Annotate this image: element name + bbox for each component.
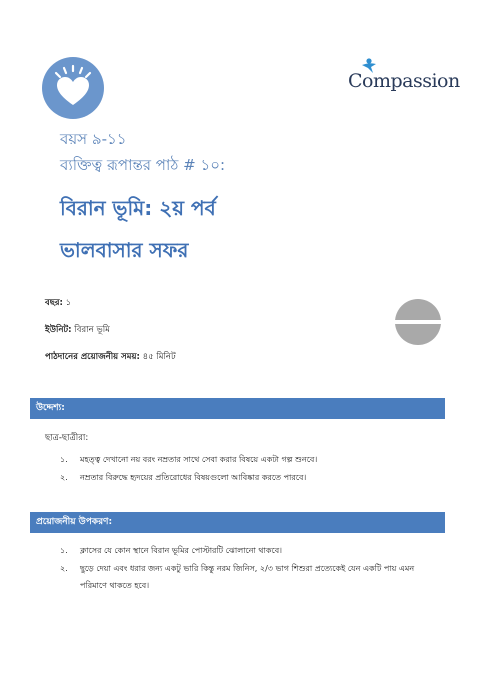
unit-row — [45, 323, 110, 337]
materials-heading: প্রয়োজনীয় উপকরণ: — [30, 512, 445, 533]
list-number: ২. — [60, 473, 68, 482]
list-text: ক্লাসের যে কোন স্থানে বিরান ভূমির পোস্টারটি ঝোলানো থাকবে। — [80, 546, 283, 555]
unit-label: ইউনিট: — [45, 325, 72, 335]
time-label: পাঠদানের প্রয়োজনীয় সময়: — [45, 352, 140, 362]
compassion-logo — [346, 58, 460, 98]
heart-badge-icon — [42, 57, 104, 119]
materials-item-2 — [60, 563, 414, 576]
list-number: ১. — [60, 455, 68, 464]
year-indicator-icon — [394, 298, 442, 346]
time-value: ৪৫ মিনিট — [142, 352, 176, 362]
logo-text: Compassion — [348, 70, 460, 92]
objective-intro: ছাত্র-ছাত্রীরা: — [45, 433, 89, 443]
list-text: নম্রতার বিরুদ্ধে হৃদয়ের প্রতিরোধের বিষয়গুলো আবিষ্কার করতে পারবে। — [80, 473, 307, 482]
time-row — [45, 350, 176, 364]
objective-heading: উদ্দেশ্য: — [30, 398, 445, 419]
year-value: ১ — [65, 298, 72, 308]
objective-item-2 — [60, 472, 306, 485]
list-text: মহত্ত্ব দেখানো নয় বরং নম্রতার সাথে সেবা করার বিষয়ে একটা গল্প শুনবে। — [80, 455, 318, 464]
page-subtitle: ভালবাসার সফর — [60, 238, 189, 262]
objective-item-1 — [60, 454, 317, 467]
list-number: ২. — [60, 564, 68, 573]
materials-item-2-continued: পরিমাণে থাকতে হবে। — [80, 581, 150, 590]
age-label: বয়স ৯-১১ — [60, 130, 127, 148]
year-row — [45, 296, 71, 310]
lesson-number: ব্যক্তিত্ব রূপান্তর পাঠ # ১০: — [60, 156, 226, 174]
page-title: বিরান ভূমি: ২য় পর্ব — [60, 196, 216, 220]
list-number: ১. — [60, 546, 68, 555]
unit-value: বিরান ভূমি — [74, 325, 110, 335]
list-text: ছুড়ে দেয়া এবং ধরার জন্য একটু ভারি কিন্তু নরম জিনিস, ২/৩ ভাগ শিশুরা প্রত্যেকেই যেন একটি পায় এমন — [80, 564, 415, 573]
materials-item-1 — [60, 545, 282, 558]
year-label: বছর: — [45, 298, 63, 308]
